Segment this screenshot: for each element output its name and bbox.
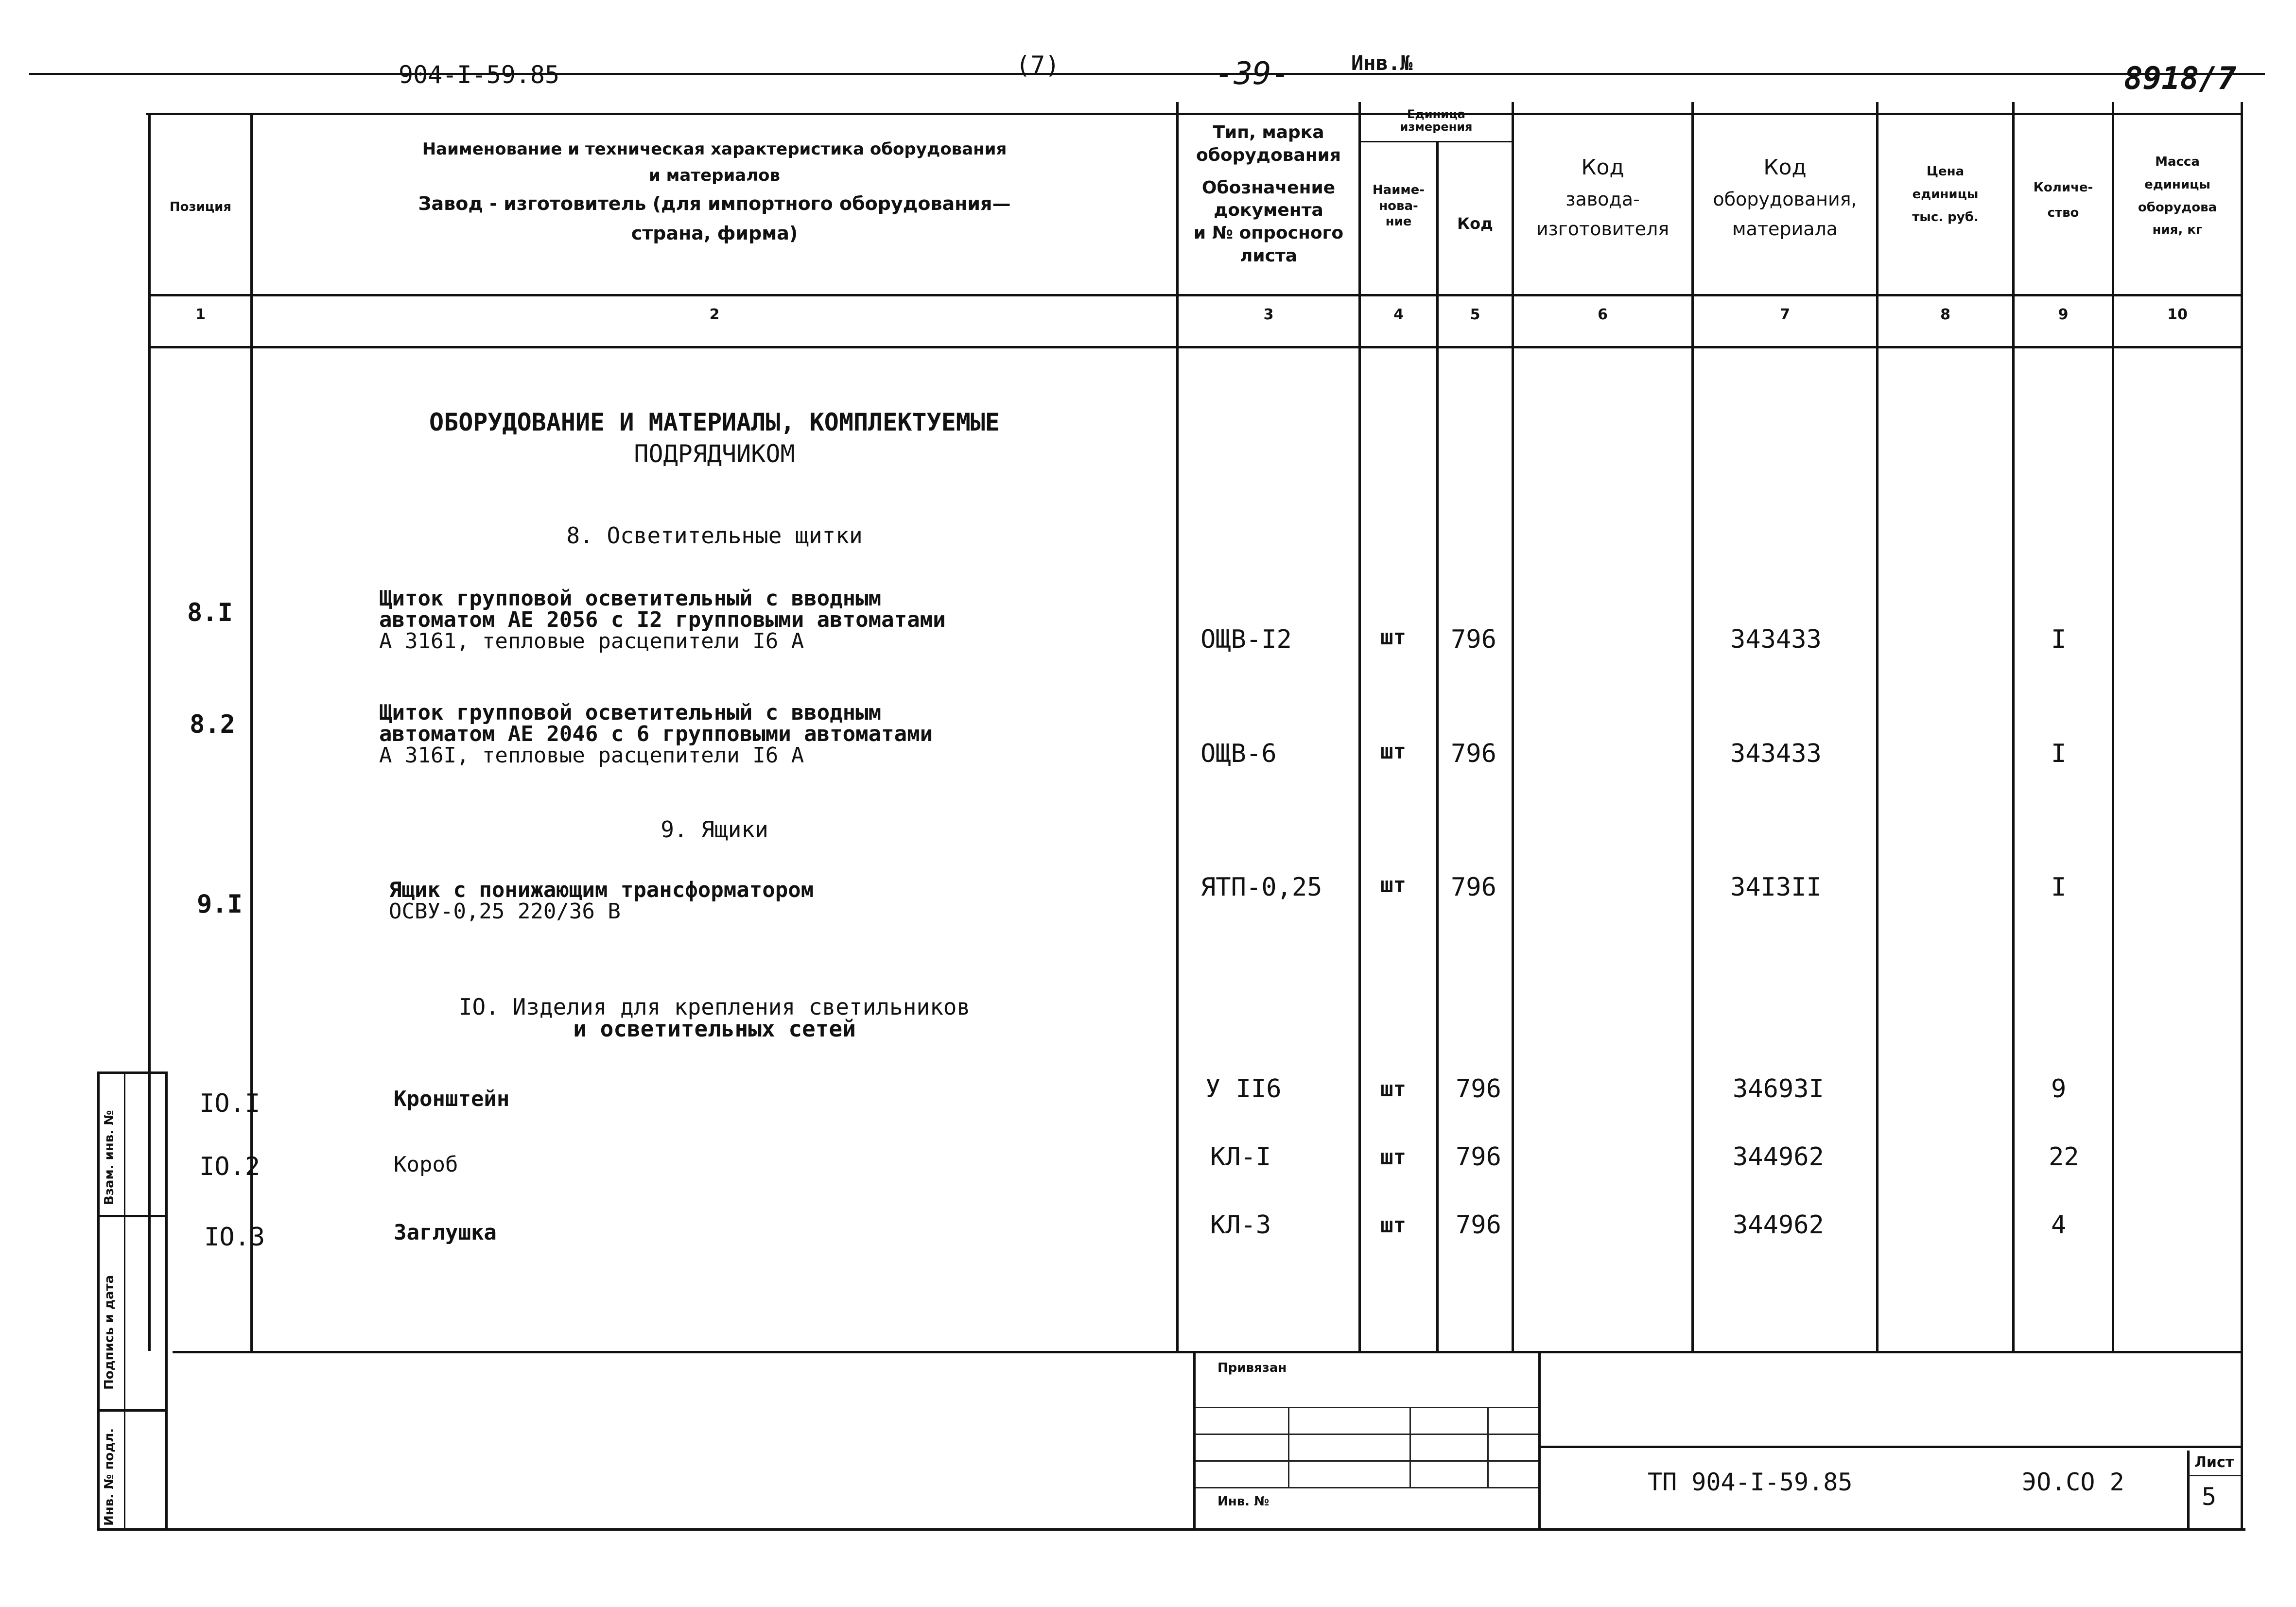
inv-number: 8918/7 bbox=[2124, 61, 2237, 97]
colnum-7: 7 bbox=[1780, 306, 1790, 323]
row-unit-code: 796 bbox=[1456, 1210, 1501, 1240]
row-description-line1: Короб bbox=[394, 1152, 458, 1177]
col6-right-line bbox=[1691, 102, 1694, 1351]
header-unit-line1: Единица bbox=[1407, 107, 1465, 121]
header-name bbox=[253, 136, 1176, 248]
row-quantity: I bbox=[2051, 873, 2067, 902]
side-stamp-left bbox=[97, 1071, 100, 1528]
colnum-2: 2 bbox=[709, 306, 720, 323]
row-description bbox=[389, 880, 814, 922]
stamp-inv-no-label: Инв. № bbox=[1218, 1494, 1270, 1509]
row-quantity: 22 bbox=[2049, 1142, 2079, 1172]
row-unit-code: 796 bbox=[1451, 625, 1496, 654]
header-quantity-line1: Количе- bbox=[2033, 180, 2093, 195]
header-type-line4: документа bbox=[1214, 200, 1323, 221]
row-type: ЯТП-0,25 bbox=[1200, 873, 1322, 902]
row-code: 34693I bbox=[1733, 1074, 1824, 1104]
header-factory-code bbox=[1514, 151, 1691, 244]
row-code: 344962 bbox=[1733, 1142, 1824, 1172]
row-code: 343433 bbox=[1730, 739, 1822, 768]
header-type-line3: Обозначение bbox=[1201, 177, 1336, 198]
header-price-line1: Цена bbox=[1926, 164, 1965, 179]
section-10-title-line2: и осветительных сетей bbox=[573, 1016, 856, 1042]
side-stamp-top bbox=[97, 1071, 165, 1074]
row-unit-code: 796 bbox=[1451, 873, 1496, 902]
body-bottom-line bbox=[173, 1351, 2241, 1353]
header-equipment-line2: оборудования, bbox=[1713, 189, 1857, 210]
row-position: 8.I bbox=[187, 598, 233, 627]
row-description-line3: А 3161, тепловые расцепители I6 А bbox=[379, 629, 804, 654]
header-name-line3: Завод - изготовитель (для импортного оборудования— bbox=[418, 192, 1011, 214]
header-type-line2: оборудования bbox=[1196, 145, 1341, 165]
colnum-10: 10 bbox=[2167, 306, 2188, 323]
stamp-grid-v3 bbox=[1487, 1407, 1489, 1487]
stamp-left-line bbox=[1193, 1351, 1196, 1528]
section-8-title: 8. Осветительные щитки bbox=[566, 522, 863, 549]
colnum-bottom-line bbox=[151, 346, 2241, 348]
side-stamp-line-b bbox=[97, 1409, 165, 1412]
header-price-line2: единицы bbox=[1912, 187, 1979, 202]
header-unit-name-line1: Наиме- bbox=[1372, 183, 1425, 197]
header-name-line2: и материалов bbox=[648, 166, 781, 186]
row-description bbox=[394, 1154, 458, 1175]
colnum-9: 9 bbox=[2058, 306, 2069, 323]
frame-right-line bbox=[2241, 102, 2243, 1528]
row-code: 343433 bbox=[1730, 625, 1822, 654]
header-equipment-code bbox=[1694, 151, 1876, 244]
table-top-line bbox=[146, 113, 2241, 115]
section-10-title-line1: IO. Изделия для крепления светильников bbox=[458, 994, 971, 1020]
inv-label: Инв.№ bbox=[1351, 51, 1413, 75]
row-position: IO.I bbox=[199, 1089, 261, 1118]
header-mass-line2: единицы bbox=[2144, 177, 2210, 192]
header-quantity-line2: ство bbox=[2047, 206, 2079, 220]
header-name-line4: страна, фирма) bbox=[631, 222, 798, 244]
section-9-title: 9. Ящики bbox=[661, 816, 768, 843]
stamp-right-divider bbox=[1538, 1446, 2241, 1448]
row-position: 9.I bbox=[197, 890, 243, 919]
row-position: 8.2 bbox=[190, 710, 235, 739]
row-description-line2: автоматом АЕ 2046 с 6 групповыми автоматами bbox=[379, 722, 933, 746]
header-factory-line3: изготовителя bbox=[1536, 218, 1670, 240]
col5-right-line bbox=[1512, 102, 1514, 1351]
header-equipment-line1: Код bbox=[1763, 155, 1807, 180]
header-type bbox=[1179, 121, 1358, 268]
header-unit-name bbox=[1361, 182, 1436, 230]
row-description bbox=[379, 702, 933, 766]
header-mass-line4: ния, кг bbox=[2152, 223, 2203, 238]
header-name-line1: Наименование и техническая характеристика оборудования bbox=[422, 139, 1007, 159]
stamp-grid-v2 bbox=[1409, 1407, 1411, 1487]
row-unit: шт bbox=[1380, 739, 1406, 764]
stamp-doc-suffix: ЭО.СО 2 bbox=[2022, 1468, 2124, 1496]
row-unit: шт bbox=[1380, 1213, 1406, 1238]
colnum-3: 3 bbox=[1263, 306, 1274, 323]
page-number: -39- bbox=[1215, 56, 1290, 92]
header-unit-line2: измерения bbox=[1400, 120, 1473, 134]
row-quantity: 4 bbox=[2051, 1210, 2067, 1240]
row-type: КЛ-3 bbox=[1210, 1210, 1271, 1240]
header-mass-line3: оборудова bbox=[2138, 200, 2217, 215]
stamp-mid-line bbox=[1538, 1351, 1541, 1528]
header-unit-code: Код bbox=[1457, 214, 1493, 233]
row-type: ОЩВ-6 bbox=[1200, 739, 1277, 768]
row-quantity: 9 bbox=[2051, 1074, 2067, 1104]
row-unit: шт bbox=[1380, 625, 1406, 650]
header-position: Позиция bbox=[169, 200, 232, 214]
row-unit-code: 796 bbox=[1456, 1142, 1501, 1172]
row-unit: шт bbox=[1380, 1145, 1406, 1170]
header-price bbox=[1879, 160, 2012, 228]
row-quantity: I bbox=[2051, 625, 2067, 654]
stamp-sheet-label: Лист bbox=[2194, 1454, 2234, 1471]
col7-right-line bbox=[1876, 102, 1879, 1351]
main-title-line2: ПОДРЯДЧИКОМ bbox=[634, 440, 795, 468]
stamp-sheet-number: 5 bbox=[2202, 1483, 2217, 1511]
row-code: 34I3II bbox=[1730, 873, 1822, 902]
colnum-1: 1 bbox=[195, 306, 206, 323]
stamp-grid-h4 bbox=[1196, 1487, 1538, 1488]
sheet-mark: (7) bbox=[1016, 51, 1060, 79]
header-type-line6: листа bbox=[1239, 245, 1298, 266]
header-type-line1: Тип, марка bbox=[1213, 122, 1324, 142]
row-unit: шт bbox=[1380, 873, 1406, 898]
header-price-line3: тыс. руб. bbox=[1912, 209, 1979, 225]
header-mass-line1: Масса bbox=[2155, 155, 2200, 169]
main-title-line1: ОБОРУДОВАНИЕ И МАТЕРИАЛЫ, КОМПЛЕКТУЕМЫЕ bbox=[429, 408, 1000, 436]
frame-left-line bbox=[148, 113, 151, 1351]
side-label-podpis: Подпись и дата bbox=[102, 1275, 117, 1390]
side-stamp-divider bbox=[124, 1071, 125, 1528]
row-description-line2: ОСВУ-0,25 220/36 В bbox=[389, 899, 621, 924]
colnum-5: 5 bbox=[1470, 306, 1480, 323]
header-unit-name-line2: нова- bbox=[1379, 198, 1418, 213]
row-description-line1: Ящик с понижающим трансформатором bbox=[389, 878, 814, 902]
header-type-line5: и № опросного bbox=[1193, 223, 1344, 243]
row-description-line3: А 316I, тепловые расцепители I6 А bbox=[379, 743, 804, 768]
row-code: 344962 bbox=[1733, 1210, 1824, 1240]
sheet-top-border bbox=[29, 73, 2265, 75]
sheet-bottom-line bbox=[97, 1528, 2245, 1531]
row-description-line1: Щиток групповой осветительный с вводным bbox=[379, 586, 882, 611]
row-description-line1: Щиток групповой осветительный с вводным bbox=[379, 700, 882, 725]
header-unit-group bbox=[1361, 108, 1512, 134]
side-stamp-line-a bbox=[97, 1215, 165, 1217]
header-factory-line2: завода- bbox=[1565, 189, 1640, 210]
col9-right-line bbox=[2112, 102, 2114, 1351]
colnum-4: 4 bbox=[1393, 306, 1404, 323]
row-description-line2: автоматом АЕ 2056 с I2 групповыми автоматами bbox=[379, 607, 946, 632]
row-description-line1: Заглушка bbox=[394, 1220, 497, 1245]
col2-right-line bbox=[1176, 102, 1179, 1351]
row-unit: шт bbox=[1380, 1077, 1406, 1102]
stamp-doc-designation: ТП 904-I-59.85 bbox=[1648, 1468, 1853, 1496]
colnum-6: 6 bbox=[1598, 306, 1608, 323]
side-label-inv-podl: Инв. № подл. bbox=[102, 1428, 117, 1526]
doc-code: 904-I-59.85 bbox=[399, 61, 560, 89]
row-position: IO.3 bbox=[204, 1223, 265, 1252]
stamp-grid-v1 bbox=[1288, 1407, 1289, 1487]
col8-right-line bbox=[2012, 102, 2015, 1351]
side-stamp-right bbox=[165, 1071, 168, 1528]
row-unit-code: 796 bbox=[1451, 739, 1496, 768]
row-unit-code: 796 bbox=[1456, 1074, 1501, 1104]
colnum-8: 8 bbox=[1940, 306, 1950, 323]
header-unit-name-line3: ние bbox=[1385, 214, 1412, 229]
row-description-line1: Кронштейн bbox=[394, 1087, 510, 1111]
row-quantity: I bbox=[2051, 739, 2067, 768]
unit-group-line bbox=[1358, 141, 1512, 142]
header-mass bbox=[2114, 151, 2241, 242]
stamp-linked-label: Привязан bbox=[1218, 1361, 1287, 1375]
side-label-vzam: Взам. инв. № bbox=[102, 1110, 117, 1205]
row-position: IO.2 bbox=[199, 1152, 261, 1181]
header-quantity bbox=[2015, 175, 2112, 225]
row-description bbox=[379, 588, 946, 652]
row-type: КЛ-I bbox=[1210, 1142, 1271, 1172]
stamp-sheet-box-left bbox=[2187, 1451, 2190, 1528]
row-description bbox=[394, 1222, 497, 1244]
row-type: ОЩВ-I2 bbox=[1200, 625, 1292, 654]
row-description bbox=[394, 1089, 509, 1110]
header-bottom-line bbox=[151, 294, 2241, 296]
header-equipment-line3: материала bbox=[1732, 218, 1838, 240]
row-type: У II6 bbox=[1205, 1074, 1282, 1104]
col3-right-line bbox=[1358, 102, 1361, 1351]
header-factory-line1: Код bbox=[1581, 155, 1624, 180]
stamp-sheet-box-divider bbox=[2187, 1475, 2241, 1476]
